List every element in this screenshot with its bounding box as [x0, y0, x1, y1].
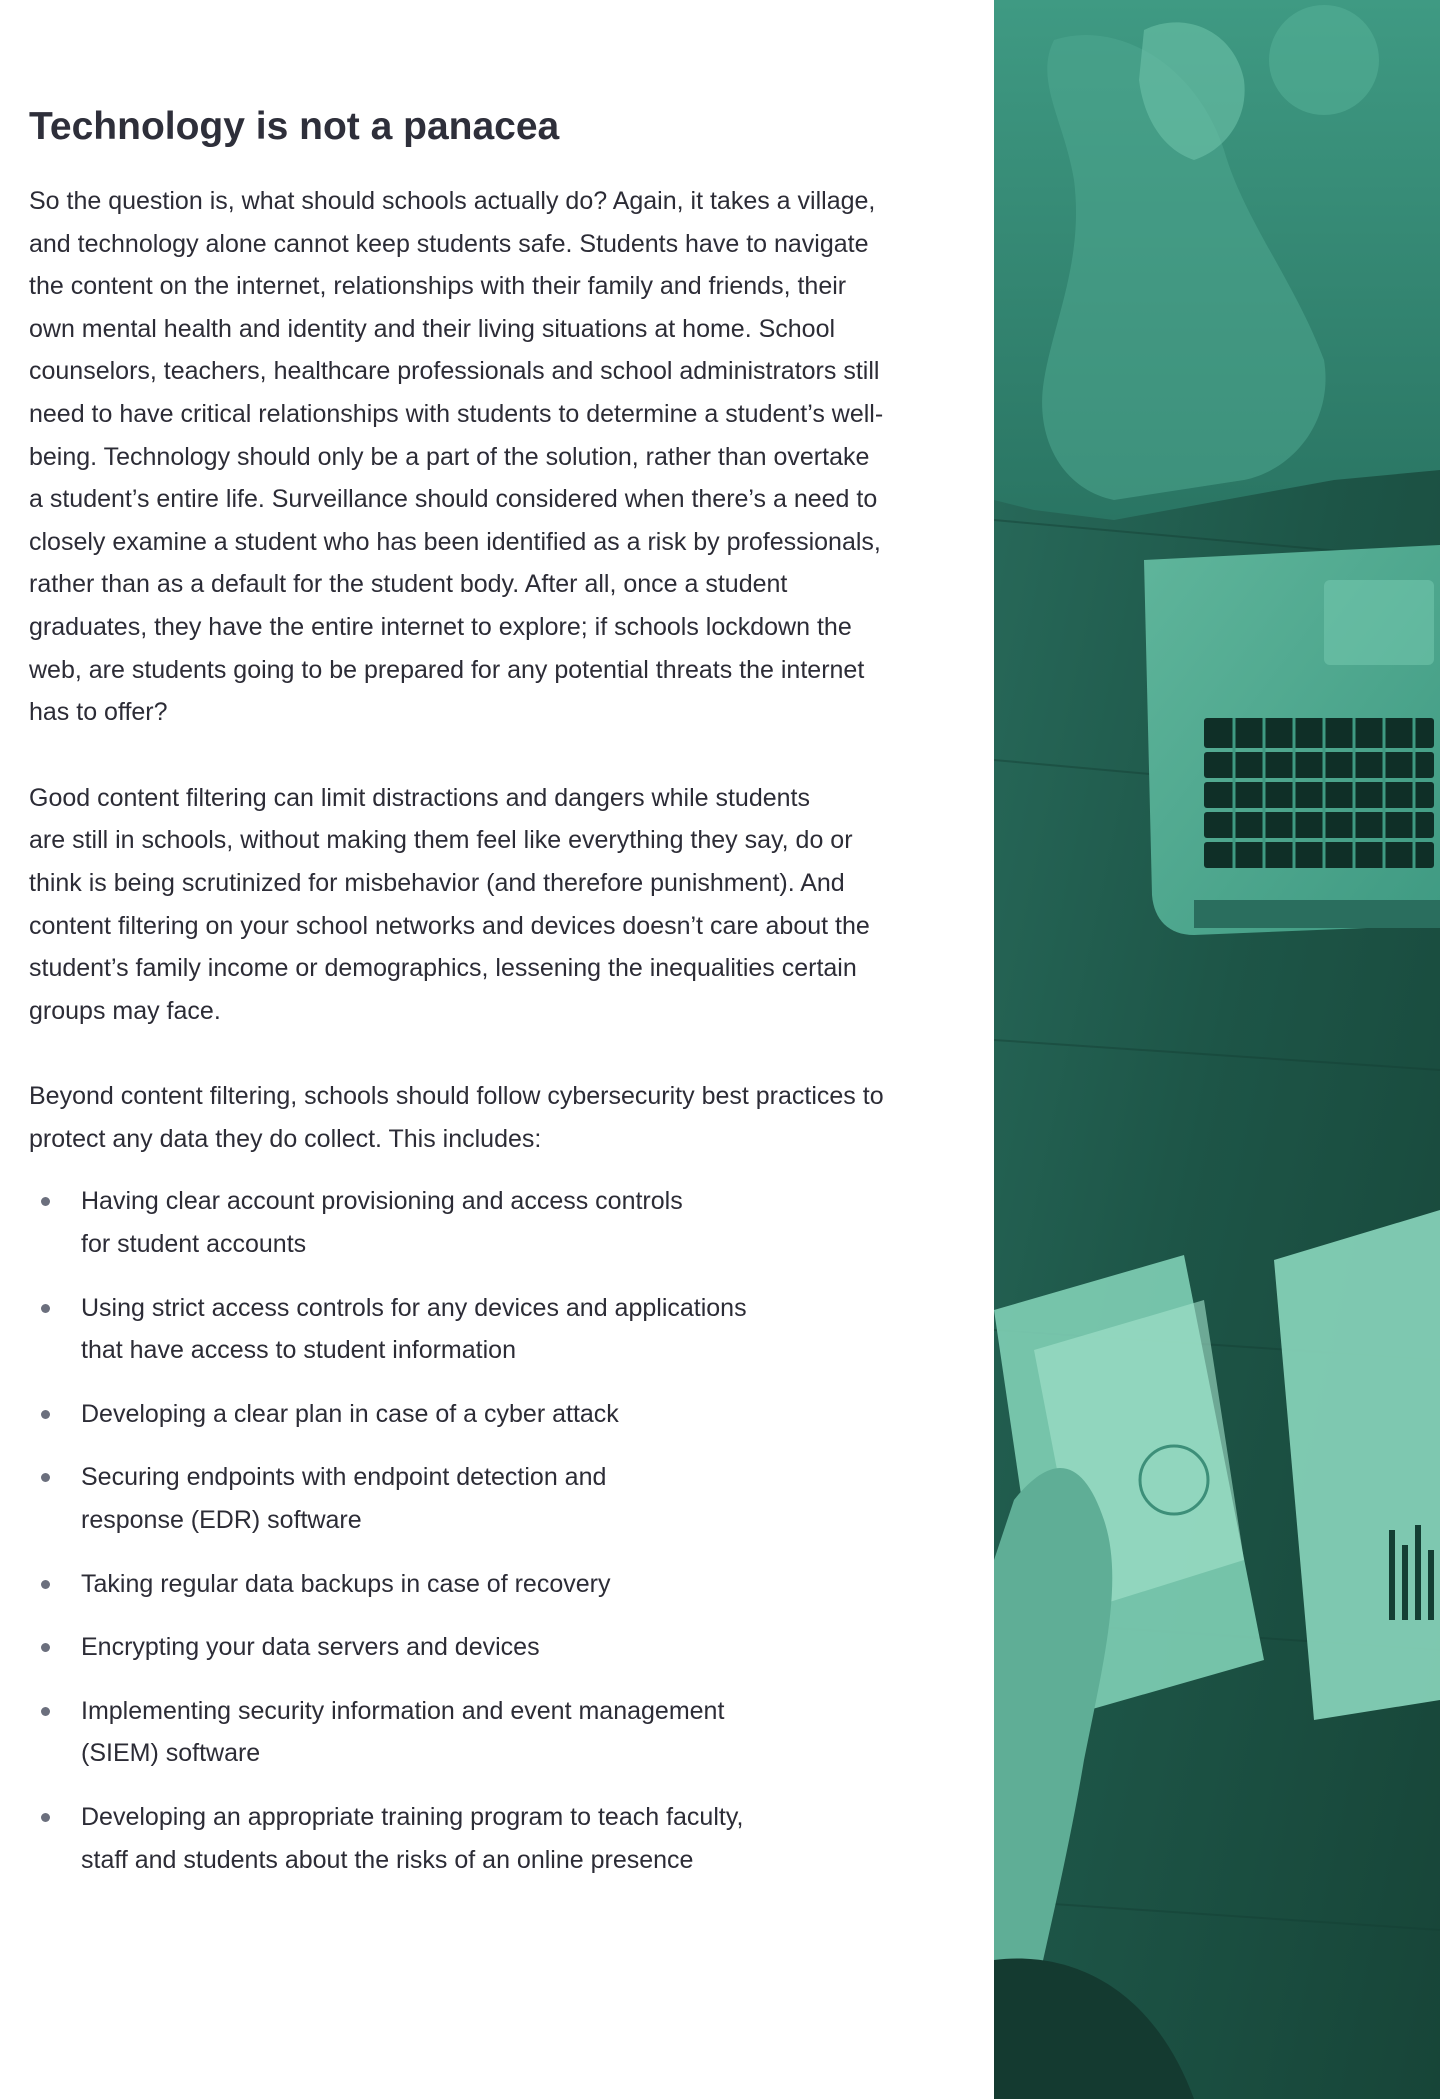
list-item: [29, 1626, 949, 1669]
bullet-dot-icon: [41, 1813, 50, 1822]
bullet-dot-icon: [41, 1707, 50, 1716]
list-item: [29, 1456, 949, 1541]
list-item-text: Developing an appropriate training program to teach faculty, staff and students about the risks of an online presence: [81, 1803, 744, 1874]
bullet-dot-icon: [41, 1410, 50, 1419]
list-item-text: Securing endpoints with endpoint detection and response (EDR) software: [81, 1463, 607, 1535]
bullet-dot-icon: [41, 1473, 50, 1482]
bullet-dot-icon: [41, 1197, 50, 1206]
paragraph-2: Good content filtering can limit distractions and dangers while students are still in schools, without making them feel like everything they say, do or think is being scrutinized for misbehavior (and therefore punishment). And content filtering on your school networks and devices doesn’t care about the student’s family income or demographics, lessening the inequalities certain groups may face.: [29, 783, 870, 1025]
paragraph-3: Beyond content filtering, schools should follow cybersecurity best practices to protect any data they do collect. This includes:: [29, 1082, 884, 1153]
photo-desk-laptop-image: [994, 0, 1440, 2099]
list-item: [29, 1180, 949, 1265]
bullet-dot-icon: [41, 1580, 50, 1589]
list-item-text: Using strict access controls for any devices and applications that have access to student information: [81, 1293, 747, 1365]
best-practices-list: [29, 1180, 949, 1881]
list-item-text: Implementing security information and event management (SIEM) software: [81, 1696, 725, 1768]
section-heading: Technology is not a panacea: [29, 105, 560, 148]
list-item: [29, 1796, 949, 1881]
bullet-dot-icon: [41, 1643, 50, 1652]
list-item: [29, 1287, 949, 1372]
paragraph-1: So the question is, what should schools actually do? Again, it takes a village, and technology alone cannot keep students safe. Students have to navigate the content on the internet, relationships with their family and friends, their own mental health and identity and their living situations at home. School counselors, teachers, healthcare professionals and school administrators still need to have critical relationships with students to determine a student’s well- being. Technology should only be a part of the solution, rather than overtake a student’s entire life. Surveillance should considered when there’s a need to closely examine a student who has been identified as a risk by professionals, rather than as a default for the student body. After all, once a student graduates, they have the entire internet to explore; if schools lockdown the web, are students going to be prepared for any potential threats the internet has to offer?: [29, 187, 884, 727]
list-item-text: Encrypting your data servers and devices: [81, 1633, 540, 1662]
list-item: [29, 1690, 949, 1775]
list-item-text: Developing a clear plan in case of a cyber attack: [81, 1399, 619, 1428]
list-item-text: Having clear account provisioning and access controls for student accounts: [81, 1187, 683, 1259]
list-item: [29, 1393, 949, 1436]
list-item: [29, 1563, 949, 1606]
list-item-text: Taking regular data backups in case of recovery: [81, 1569, 611, 1598]
article-column: [29, 100, 949, 1902]
bullet-dot-icon: [41, 1304, 50, 1313]
